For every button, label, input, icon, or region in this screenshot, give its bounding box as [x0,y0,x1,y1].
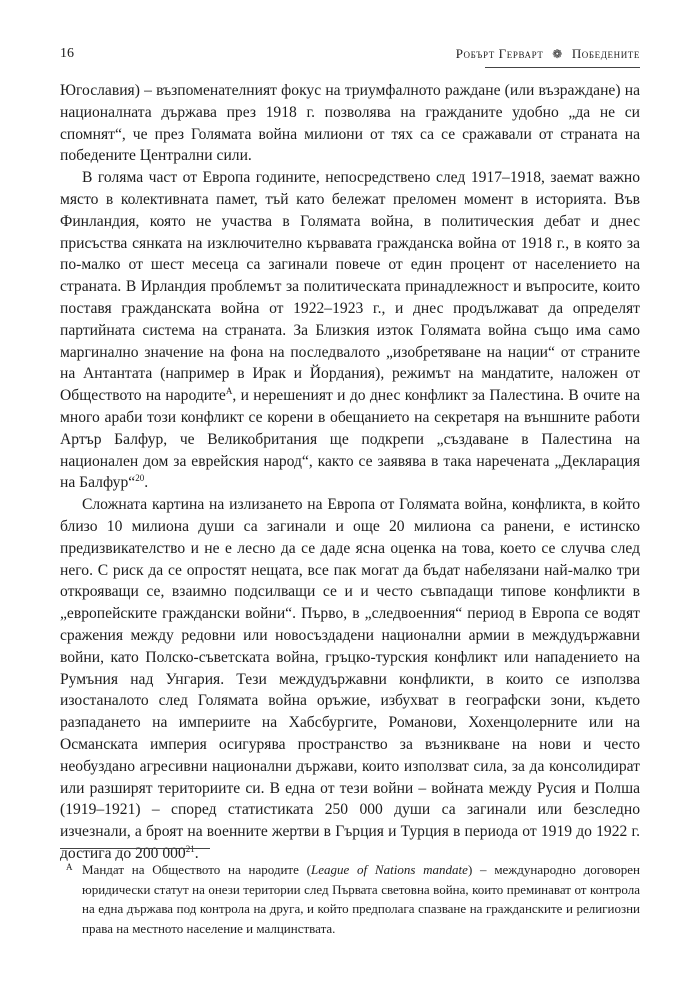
page-header [60,44,640,68]
running-head [456,46,640,62]
header-rule [485,67,640,68]
endnote-ref[interactable]: 21 [185,843,195,854]
footnote [60,860,640,938]
footnote-italic-term: League of Nations mandate [311,862,468,877]
footnote-ref[interactable]: А [225,385,233,396]
endnote-ref[interactable]: 20 [135,473,145,484]
paragraph: В голяма част от Европа годините, непосредствено след 1917–1918, заемат важно място в колективната памет, тъй като бележат преломен момент в историята. Във Финландия, която не участва в Голямата война, в политическия дебат и днес присъства сянката на изключително кървавата гражданска война от 1918 г., в която за по-малко от шест месеца са загинали повече от един процент от населението на страната. В Ирландия проблемът за политическата принадлежност и въпросите, които поставя гражданската война от 1922–1923 г., и днес продължават да определят партийната система на страната. За Близкия изток Голямата война също има само маргинално значение на фона на последвалото „изобретяване на нации“ от страните на Антантата (например в Ирак и Йордания), режимът на мандатите, наложен от Обществото на народите$^А$, и нерешеният и до днес конфликт за Палестина. В очите на много араби този конфликт се корени в обещанието на секретаря на външните работи Артър Балфур, че Великобритания ще подкрепи „създаване в Палестина на национален дом за еврейския народ“, както се заявява в така наречената „Декларация на Балфур“$^{20}$. [60,169,640,492]
footnote-rule [60,848,210,849]
footnote-text: Мандат на Обществото на народите (League of Nations mandate) – международно договорен юридически статут на онези територии след Първата световна война, които преминават от контрола на една държава под контрола на друга, и който предполага спазване на гражданските и религиозни права на местното население и малцинствата. [82,862,641,936]
book-title: Победените [571,46,640,61]
main-text [60,80,640,865]
paragraph: Югославия) – възпоменателният фокус на триумфалното раждане (или възраждане) на националната държава през 1918 г. позволява на гражданите удобно „да не си спомнят“, че през Голямата война милиони от тях са се сражавали от страната на победените Централни сили. [60,82,640,165]
ornament-separator-icon: ❁ [552,47,563,61]
page-number: 16 [60,46,74,61]
paragraph: Сложната картина на излизането на Европа от Голямата война, конфликта, в който близо 10 милиона души са загинали и още 20 милиона са ранени, е истинско предизвикателство и не е лесно да се даде ясна оценка на това, което се случва след него. С риск да се опростят нещата, все пак могат да бъдат набелязани най-малко три открояващи се, взаимно подсилващи се и и често съвпадащи типове конфликти в „европейските граждански войни“. Първо, в „следвоенния“ период в Европа се водят сражения между редовни или новосъздадени национални армии в междудържавни войни, като Полско-съветската война, гръцко-турския конфликт или нападението на Румъния над Унгария. Тези междудържавни конфликти, в които се използва изостаналото след Голямата война оръжие, избухват в географски зони, където разпадането на империите на Хабсбургите, Романови, Хохенцолерните или на Османската империя осигурява пространство за възникване на нови и често необуздано агресивни национални държави, които използват сила, за да консолидират или разширят териториите си. В една от тези войни – войната между Русия и Полша (1919–1921) – според статистиката 250 000 души са загинали или безследно изчезнали, а броят на военните жертви в Гърция и Турция в периода от 1919 до 1922 г. достига до 200 $000^{21}$. [60,496,640,862]
footnote-marker: А [66,862,73,872]
author-name: Робърт Герварт [455,46,544,61]
